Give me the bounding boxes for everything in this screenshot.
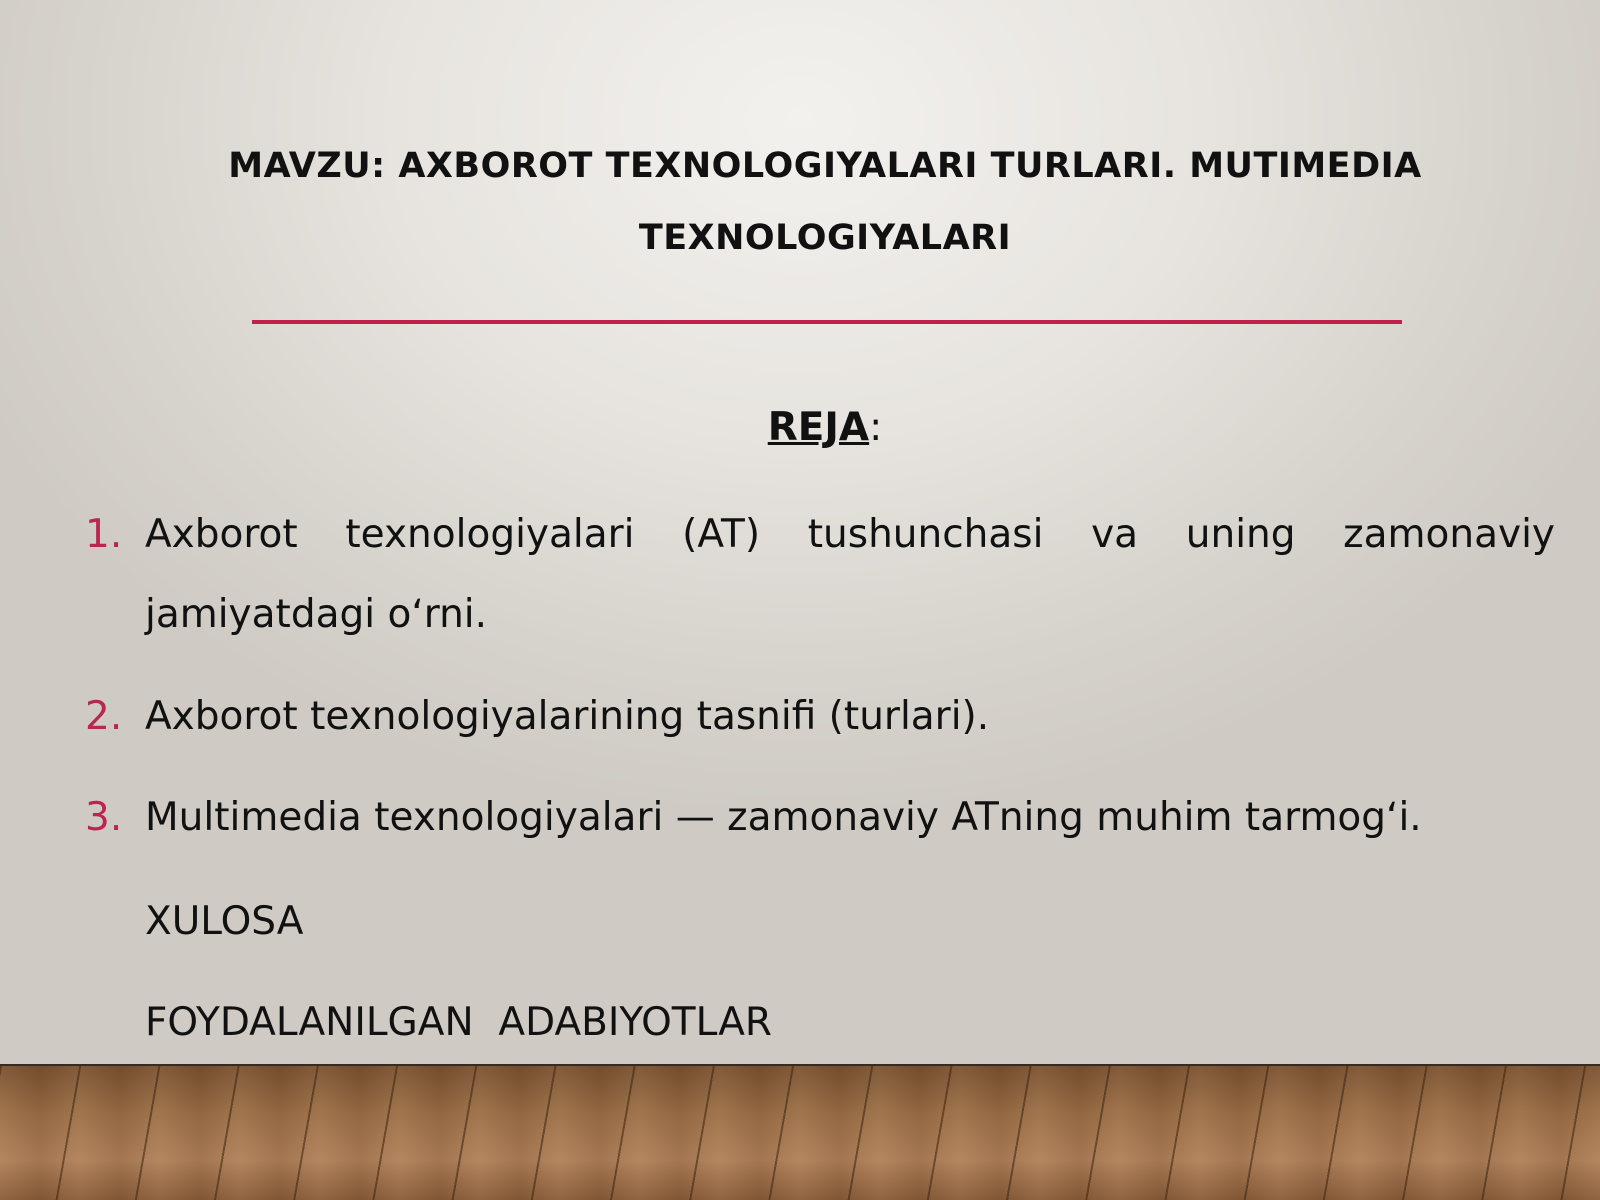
plan-heading-label: REJA [767, 405, 870, 450]
references-text: FOYDALANILGAN ADABIYOTLAR [145, 1000, 772, 1045]
title-divider [252, 320, 1402, 324]
list-item-number: 2. [85, 694, 123, 739]
plan-heading [0, 405, 1600, 450]
slide-title: MAVZU: AXBOROT TEXNOLOGIYALARI TURLARI. MUTIMEDIA TEXNOLOGIYALARI [228, 146, 1422, 258]
list-item-text: Axborot texnologiyalari (AT) tushunchasi va uning zamonaviy jamiyatdagi o‘rni. [145, 512, 1555, 637]
list-item-text: Axborot texnologiyalarining tasnifi (turlari). [145, 694, 990, 739]
conclusion-text: XULOSA [145, 899, 304, 944]
wooden-floor-background [0, 1066, 1600, 1200]
list-item-number: 3. [85, 795, 123, 840]
list-item-text: Multimedia texnologiyalari — zamonaviy ATning muhim tarmog‘i. [145, 795, 1422, 840]
plan-heading-colon: : [869, 405, 883, 450]
list-item-number: 1. [85, 512, 123, 557]
